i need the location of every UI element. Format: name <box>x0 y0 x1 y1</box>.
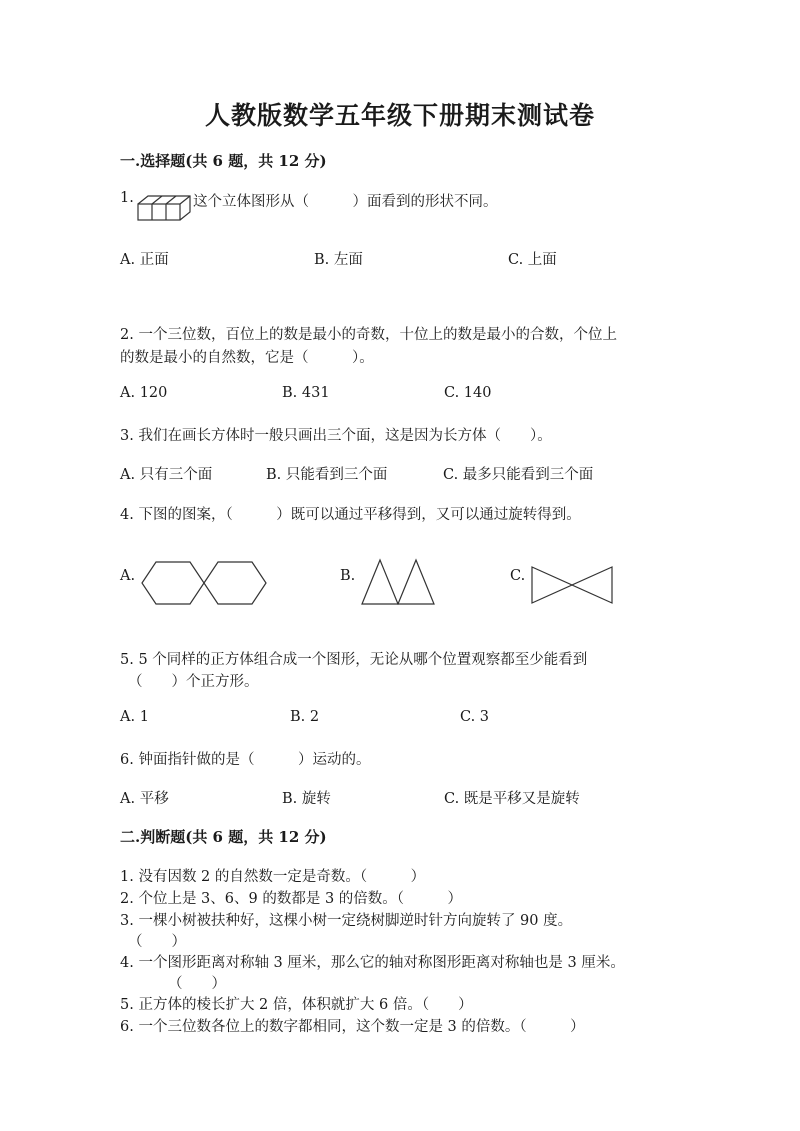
q3-option-c[interactable]: C. 最多只能看到三个面 <box>443 467 594 483</box>
q4-hexagons-figure <box>140 560 270 606</box>
q1-option-a[interactable]: A. 正面 <box>120 252 169 268</box>
q6-option-c[interactable]: C. 既是平移又是旋转 <box>444 791 580 807</box>
q4-text: 4. 下图的图案，（ ）既可以通过平移得到，又可以通过旋转得到。 <box>120 507 581 523</box>
q5-text-line2: （ ）个正方形。 <box>128 674 259 690</box>
q4-option-a[interactable]: A. <box>120 568 136 584</box>
q5-text-line1: 5. 5 个同样的正方体组合成一个图形，无论从哪个位置观察都至少能看到 <box>120 652 588 668</box>
q1-option-c[interactable]: C. 上面 <box>508 252 557 268</box>
q5-option-b[interactable]: B. 2 <box>290 709 320 725</box>
q4-triangles-figure <box>360 558 438 606</box>
q2-option-a[interactable]: A. 120 <box>120 385 168 401</box>
q2-option-b[interactable]: B. 431 <box>282 385 330 401</box>
q2-option-c[interactable]: C. 140 <box>444 385 492 401</box>
q6-option-a[interactable]: A. 平移 <box>120 791 169 807</box>
q4-bowtie-figure <box>530 565 614 605</box>
judgment-item: 3. 一棵小树被扶种好，这棵小树一定绕树脚逆时针方向旋转了 90 度。 <box>120 913 573 929</box>
judgment-item: 5. 正方体的棱长扩大 2 倍，体积就扩大 6 倍。（ ） <box>120 997 473 1013</box>
judgment-item: 2. 个位上是 3、6、9 的数都是 3 的倍数。（ ） <box>120 891 463 907</box>
judgment-item: 1. 没有因数 2 的自然数一定是奇数。（ ） <box>120 869 426 885</box>
q4-option-b[interactable]: B. <box>340 568 356 584</box>
judgment-item-blank[interactable]: （ ） <box>168 976 226 992</box>
q3-option-a[interactable]: A. 只有三个面 <box>120 467 213 483</box>
q1-option-b[interactable]: B. 左面 <box>314 252 363 268</box>
q5-option-c[interactable]: C. 3 <box>460 709 490 725</box>
judgment-item: 6. 一个三位数各位上的数字都相同，这个数一定是 3 的倍数。（ ） <box>120 1019 585 1035</box>
q5-option-a[interactable]: A. 1 <box>120 709 149 725</box>
page-title: 人教版数学五年级下册期末测试卷 <box>204 101 595 130</box>
q1-number: 1. <box>120 190 134 206</box>
q1-text: 这个立体图形从（ ）面看到的形状不同。 <box>193 194 498 210</box>
q1-cube-figure <box>136 194 192 224</box>
judgment-item-blank[interactable]: （ ） <box>128 934 186 950</box>
q3-option-b[interactable]: B. 只能看到三个面 <box>266 467 388 483</box>
section-heading-judgment: 二.判断题(共 6 题，共 12 分) <box>120 828 327 846</box>
section-heading-choice: 一.选择题(共 6 题，共 12 分) <box>120 152 327 170</box>
q6-option-b[interactable]: B. 旋转 <box>282 791 331 807</box>
q2-text-line1: 2. 一个三位数，百位上的数是最小的奇数，十位上的数是最小的合数，个位上 <box>120 327 617 343</box>
q3-text: 3. 我们在画长方体时一般只画出三个面，这是因为长方体（ ）。 <box>120 428 552 444</box>
q6-text: 6. 钟面指针做的是（ ）运动的。 <box>120 752 371 768</box>
q4-option-c[interactable]: C. <box>510 568 526 584</box>
judgment-item: 4. 一个图形距离对称轴 3 厘米，那么它的轴对称图形距离对称轴也是 3 厘米。 <box>120 955 625 971</box>
q2-text-line2: 的数是最小的自然数，它是（ ）。 <box>120 350 374 366</box>
